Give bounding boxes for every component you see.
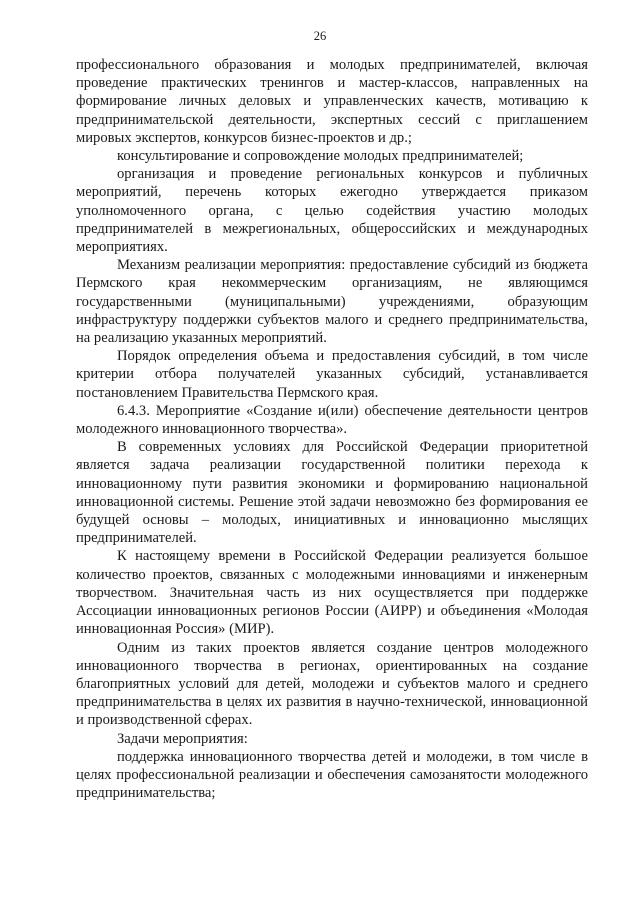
paragraph-10: Задачи мероприятия: (117, 730, 248, 747)
section-heading-6-4-3: 6.4.3. Мероприятие «Создание и(или) обеспечение деятельности центров молодежного инновационного творчества». (76, 402, 588, 438)
paragraph-4: Механизм реализации мероприятия: предоставление субсидий из бюджета Пермского края некоммерческим организациям, не являющимся государственными (муниципальными) учреждениями, образующим инфраструктуру поддержки субъектов малого и среднего предпринимательства, на реализацию указанных мероприятий. (76, 257, 588, 347)
paragraph-11: поддержка инновационного творчества детей и молодежи, в том числе в целях профессиональной реализации и обеспечения самозанятости молодежного предпринимательства; (76, 748, 588, 802)
document-body (76, 56, 588, 802)
paragraph-7: В современных условиях для Российской Федерации приоритетной является задача реализации государственной политики перехода к инновационному пути развития экономики и формированию национальной инновационной системы. Решение этой задачи невозможно без формирования ее будущей основы – молодых, инициативных и инновационно мыслящих предпринимателей. (76, 439, 588, 547)
paragraph-9: Одним из таких проектов является создание центров молодежного инновационного творчества в регионах, ориентированных на создание благоприятных условий для детей, молодежи и субъектов малого и среднего предпринимательства в целях их развития в научно-технической, инновационной и производственной сферах. (76, 639, 588, 729)
paragraph-1: профессионального образования и молодых предпринимателей, включая проведение практических тренингов и мастер-классов, направленных на формирование личных деловых и управленческих качеств, мотивацию к предпринимательской деятельности, экспертных сессий с приглашением мировых экспертов, конкурсов бизнес-проектов и др.; (76, 57, 588, 146)
paragraph-8: К настоящему времени в Российской Федерации реализуется большое количество проектов, связанных с молодежными инновациями и инженерным творчеством. Значительная часть из них осуществляется при поддержке Ассоциации инновационных регионов России (АИРР) и объединения «Молодая инновационная Россия» (МИР). (76, 548, 588, 638)
paragraph-2: консультирование и сопровождение молодых предпринимателей; (117, 148, 524, 165)
paragraph-5: Порядок определения объема и предоставления субсидий, в том числе критерии отбора получателей указанных субсидий, устанавливается постановлением Правительства Пермского края. (76, 348, 588, 401)
page-number: 26 (313, 29, 327, 43)
paragraph-3: организация и проведение региональных конкурсов и публичных мероприятий, перечень которых ежегодно утверждается приказом уполномоченного органа, с целью содействия участию молодых предпринимателей в межрегиональных, общероссийских и международных мероприятиях. (76, 166, 588, 256)
